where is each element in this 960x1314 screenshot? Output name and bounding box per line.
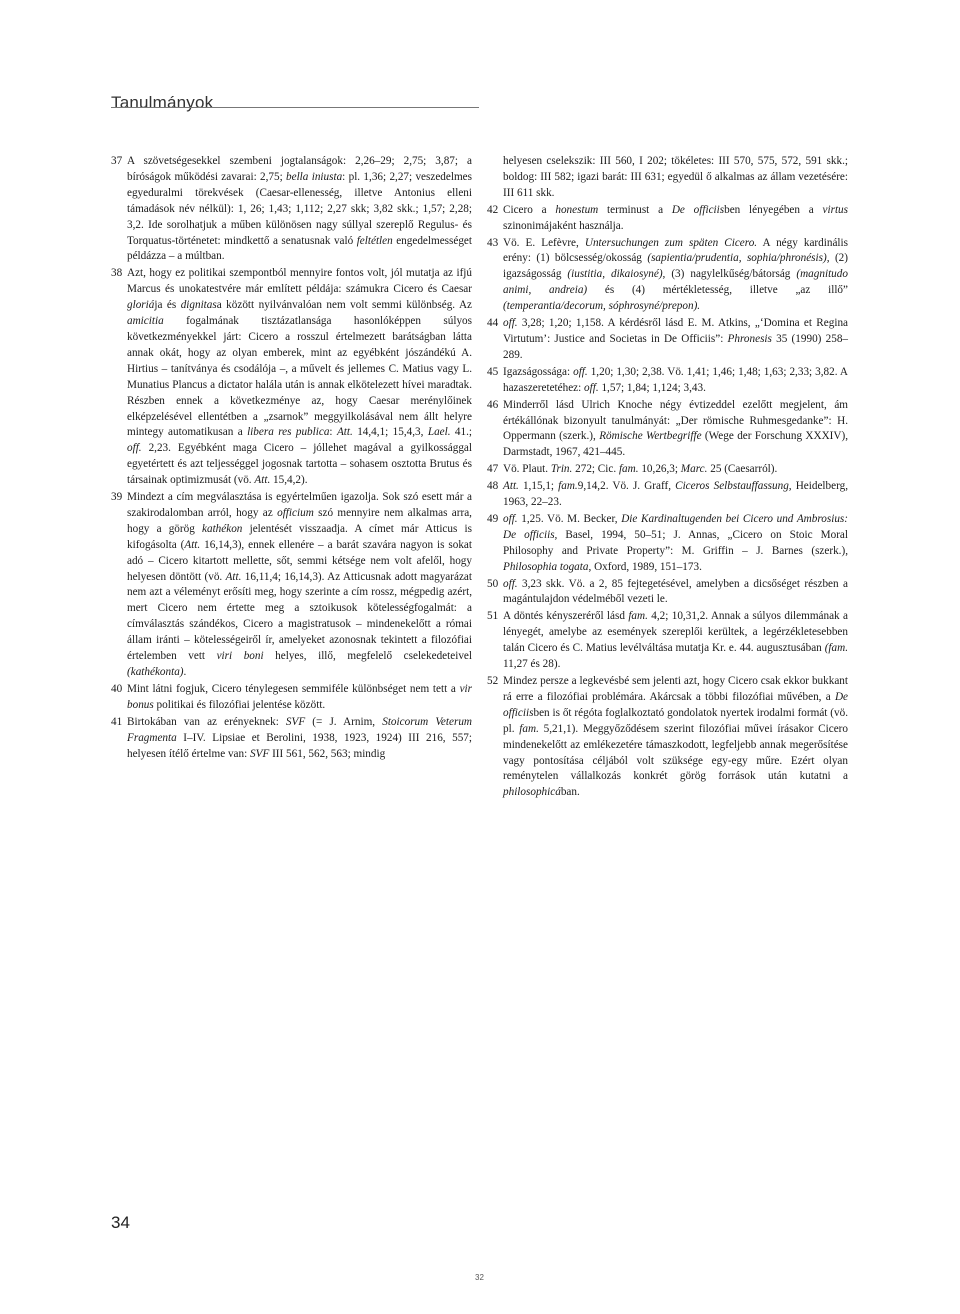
footnote-number: 46 [487,398,499,411]
footnote [111,682,472,714]
footnote-number: 45 [487,365,499,378]
footnote-number: 50 [487,577,499,590]
footnote-text: Minderről lásd Ulrich Knoche négy évtizeddel ezelőtt megjelent, ám értékállónak bizonyult tanulmányát: „Der römische Ruhmesgedanke”: H. Oppermann (szerk.), Römische Wertbegriffe (Wege der Forschung XXXIV), Darmstadt, 1967, 421–445. [503,398,848,459]
footnote-number: 39 [111,491,123,504]
footnote [111,154,472,265]
footnote-text: Mindez persze a legkevésbé sem jelenti azt, hogy Cicero csak ekkor bukkant rá erre a filozófiai problémára. Akárcsak a többi filozófiai művében, a De officiisben is őt régóta foglalkoztató gondolatok nyertek irodalmi formát (vö. pl. fam. 5,21,1). Meggyőződésem szerint filozófiai művei írásakor Cicero mindenekelőtt az emlékezetére támaszkodott, legfeljebb annak megerősítése vagy pontosítása céljából volt szüksége egy-egy műre. Ezért olyan reménytelen vállalkozás konkrét görög források után kutatni a philosophicában. [503,675,848,799]
footnote-text: Azt, hogy ez politikai szempontból mennyire fontos volt, jól mutatja az ifjú Marcus és unokatestvére már említett példája: számukra Cicero és Caesar gloriája és dignitasa között nyilvánvalóan nem volt semmi különbség. Az amicitia fogalmának tisztázatlansága hasonlóképpen súlyos következményekkel járt: Cicero a rosszul értelmezett barátságban látta annak okát, hogy az olyan emberek, mint az egyébként jószándékú A. Hirtius – tanítványa és csodálója –, a művelt és jellemes C. Matius vagy L. Munatius Plancus a dictator halála után is annak elkötelezett hívei maradtak. Részben ennek a következménye az, hogy Caesar merénylőinek elképzelésével ellentétben a „zsarnok” meggyilkolásával nem állt helyre mintegy automatikusan a libera res publica: Att. 14,4,1; 15,4,3, Lael. 41.; off. 2,23. Egyébként maga Cicero – jóllehet magával a gyilkossággal egyetértett és azt teljességgel jogosnak tartotta – sohasem osztotta Brutus és társainak optimizmusát (vö. Att. 15,4,2). [127,267,473,487]
footnote [487,398,848,462]
footnote-number: 40 [111,682,123,695]
footer-page-number: 32 [475,1273,484,1282]
footnote-number: 44 [487,317,499,330]
footnote [111,266,472,489]
footnote-text: A szövetségesekkel szembeni jogtalanságok: 2,26–29; 2,75; 3,87; a bíróságok működési zavarai: 2,75; bella iniusta: pl. 1,36; 2,27; veszedelmes egyeduralmi törekvések (Caesar-ellenesség, illetve Antonius elleni támadások név nélkül): 1, 26; 1,43; 1,112; 2,27 skk; 3,82 skk.; 1,57; 2,28; 3,2. Ide sorolhatjuk a műben különösen nagy súllyal szereplő Regulus- és Torquatus-történetet: mindkettő a senatusnak való feltétlen engedelmességet példázza – a múltban. [127,155,472,263]
footnote-text: off. 1,25. Vö. M. Becker, Die Kardinaltugenden bei Cicero und Ambrosius: De officiis, Basel, 1994, 50–51; J. Annas, „Cicero on Stoic Moral Philosophy and Private Property”: M. Griffin – J. Barnes (szerk.), Philosophia togata, Oxford, 1989, 151–173. [503,512,848,573]
footnote-number: 49 [487,512,499,525]
footnote [487,674,848,801]
page-number: 34 [111,1213,130,1232]
footnote [487,203,848,235]
footnote-text: off. 3,23 skk. Vö. a 2, 85 fejtegetésével, amelyben a dicsőséget részben a magántulajdon védelméből vezeti le. [503,577,848,606]
footnote-text: Cicero a honestum terminust a De officiisben lényegében a virtus szinonimájaként használja. [503,203,848,232]
footnote [487,479,848,511]
header-rule [111,107,479,108]
footnote [487,236,848,316]
footnote [487,462,848,478]
footnote [487,316,848,364]
footnote-number: 38 [111,267,123,280]
footnote-number: 51 [487,610,499,623]
section-title: Tanulmányok [111,93,214,112]
footnote-number: 41 [111,715,123,728]
footnote-text: off. 3,28; 1,20; 1,158. A kérdésről lásd E. M. Atkins, „‘Domina et Regina Virtutum’: Justice and Societas in De Officiis”: Phronesis 35 (1990) 258–289. [503,317,849,361]
footnote [487,609,848,673]
footnote [487,577,848,609]
footnote-text: Mint látni fogjuk, Cicero ténylegesen semmiféle különbséget nem tett a vir bonus politikai és filozófiai jelentése között. [127,682,472,711]
footnote-text: Igazságossága: off. 1,20; 1,30; 2,38. Vö. 1,41; 1,46; 1,48; 1,63; 2,33; 3,82. A hazaszeretetéhez: off. 1,57; 1,84; 1,124; 3,43. [503,365,848,394]
footnote-text: Vö. Plaut. Trin. 272; Cic. fam. 10,26,3; Marc. 25 (Caesarról). [503,463,778,476]
footnote-number: 42 [487,203,499,216]
footnote-text: helyesen cselekszik: III 560, I 202; tökéletes: III 570, 575, 572, 591 skk.; boldog: III 582; igazi barát: III 631; egyedül ő alkalmas az állam vezetésére: III 611 skk. [503,155,848,199]
footnotes-right-column [487,154,848,802]
footnote [487,512,848,576]
footnote-number: 47 [487,463,499,476]
footnote-text: Mindezt a cím megválasztása is egyértelműen igazolja. Sok szó esett már a szakirodalomban arról, hogy az officium szó mennyire nem alkalmas arra, hogy a görög kathékon jelentését visszaadja. A címet már Atticus is kifogásolta (Att. 16,14,3), ennek ellenére – a barát szavára nagyon is sokat adó – Cicero kitartott mellette, sőt, semmi kétsége nem volt afelől, hogy helyesen döntött (vö. Att. 16,11,4; 16,14,3). Az Atticusnak adott magyarázat nem azt a véleményt erősíti meg, hogy szerinte a cím rossz, mégpedig azért, mert Cicero nem értette meg a sztoikusok kötelességfogalmát: a címválasztás szándékos, Cicero a magistratusok – mindenekelőtt a római állam iránti – kötelességeiről ír, amelyeket azonosnak tekintett a filozófiai értelemben vett viri boni helyes, illő, megfelelő cselekedeteivel (kathékonta). [127,491,472,678]
footnote-text: Birtokában van az erényeknek: SVF (= J. Arnim, Stoicorum Veterum Fragmenta I–IV. Lipsiae et Berolini, 1938, 1923, 1924) III 216, 557; helyesen ítélő értelme van: SVF III 561, 562, 563; mindig [127,715,472,760]
footnote-number: 43 [487,236,499,249]
footnote-text: A döntés kényszeréről lásd fam. 4,2; 10,31,2. Annak a súlyos dilemmának a lényegét, amelybe az események szereplői kerültek, a legérzékletesebben talán Cicero és C. Matius levélváltása mutatja Kr. e. 44. augusztusában (fam. 11,27 és 28). [503,610,848,671]
footnote-text: Vö. E. Lefèvre, Untersuchungen zum späten Cicero. A négy kardinális erény: (1) bölcsesség/okosság (sapientia/prudentia, sophia/phronésis), (2) igazságosság (iustitia, dikaiosyné), (3) nagylelkűség/bátorság (magnitudo animi, andreia) és (4) mértékletesség, illetve „az illő” (temperantia/decorum, sóphrosyné/prepon). [503,236,849,313]
footnotes-left-column [111,154,472,763]
footnote-text: Att. 1,15,1; fam.9,14,2. Vö. J. Graff, Ciceros Selbstauffassung, Heidelberg, 1963, 22–23. [503,480,849,509]
footnote [111,490,472,681]
footnote [111,715,472,763]
footnote [487,154,848,202]
footnote-number: 37 [111,155,123,167]
footnote [487,365,848,397]
footnote-number: 52 [487,675,499,687]
footnote-number: 48 [487,480,499,493]
